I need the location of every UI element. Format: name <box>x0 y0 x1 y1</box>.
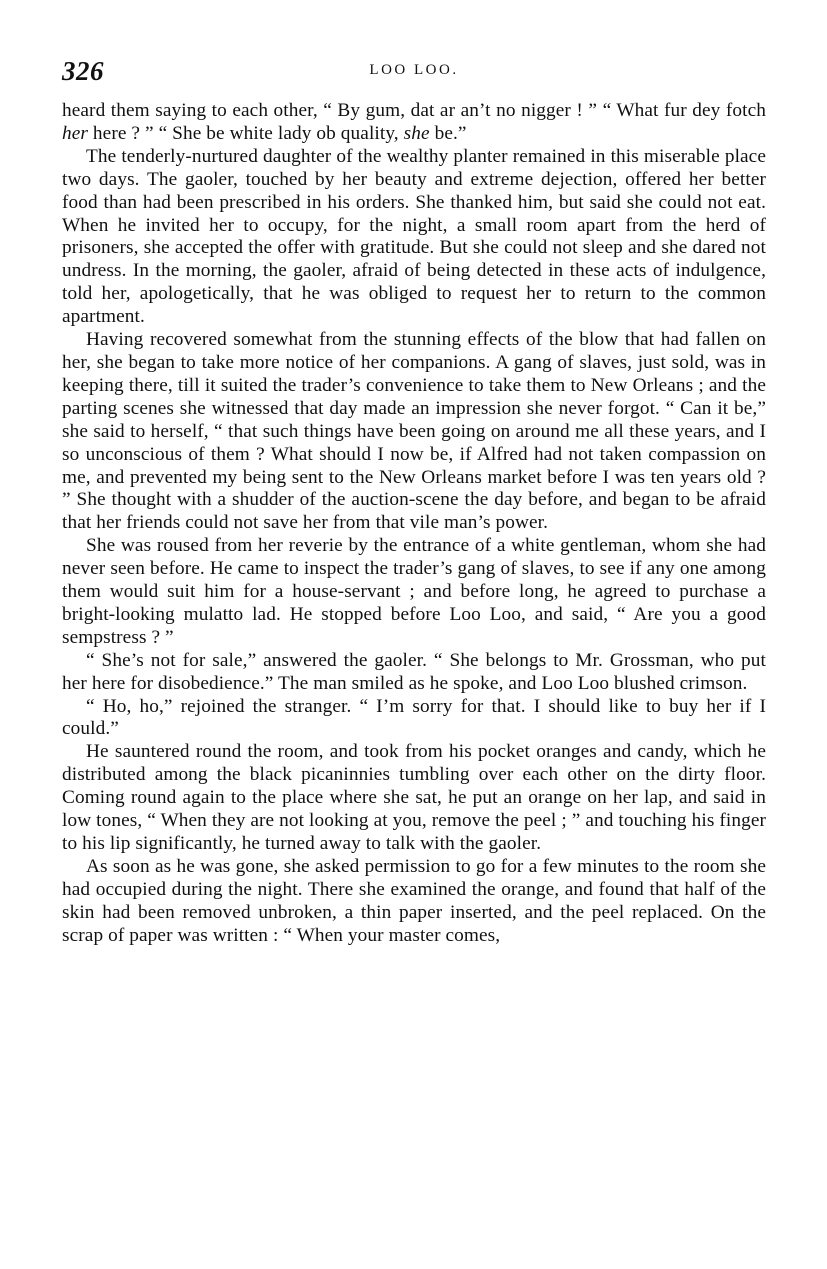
book-page <box>62 56 766 948</box>
running-title: LOO LOO. <box>369 62 459 78</box>
paragraph-5: “ She’s not for sale,” answered the gaoler. “ She belongs to Mr. Grossman, who put her here for disobedience.” The man smiled as he spoke, and Loo Loo blushed crimson. <box>62 649 766 694</box>
paragraph-3: Having recovered somewhat from the stunning effects of the blow that had fallen on her, she began to take more notice of her companions. A gang of slaves, just sold, was in keeping there, till it suited the trader’s convenience to take them to New Orleans ; and the parting scenes she witnessed that day made an impression she never forgot. “ Can it be,” she said to herself, “ that such things have been going on around me all these years, and I so unconscious of them ? What should I now be, if Alfred had not taken compassion on me, and prevented my being sent to the New Orleans market before I was ten years old ? ” She thought with a shudder of the auction-scene the day before, and began to be afraid that her friends could not save her from that vile man’s power. <box>62 329 766 534</box>
paragraph-1: heard them saying to each other, “ By gum, dat ar an’t no nigger ! ” “ What fur dey fotch her here ? ” “ She be white lady ob quality, she be.” <box>62 100 766 144</box>
paragraph-2: The tenderly-nurtured daughter of the wealthy planter remained in this miserable place two days. The gaoler, touched by her beauty and extreme dejection, offered her better food than had been prescribed in his orders. She thanked him, but said she could not eat. When he invited her to occupy, for the night, a small room apart from the herd of prisoners, she accepted the offer with gratitude. But she could not sleep and she dared not undress. In the morning, the gaoler, afraid of being detected in these acts of indulgence, told her, apologetically, that he was obliged to request her to return to the common apartment. <box>62 145 766 328</box>
paragraph-6: “ Ho, ho,” rejoined the stranger. “ I’m sorry for that. I should like to buy her if I could.” <box>62 695 766 740</box>
italic-word: her <box>62 122 89 144</box>
paragraph-4: She was roused from her reverie by the entrance of a white gentleman, whom she had never seen before. He came to inspect the trader’s gang of slaves, to see if any one among them would suit him for a house-servant ; and before long, he agreed to purchase a bright-looking mulatto lad. He stopped before Loo Loo, and said, “ Are you a good sempstress ? ” <box>62 535 766 648</box>
paragraph-8: As soon as he was gone, she asked permission to go for a few minutes to the room she had occupied during the night. There she examined the orange, and found that half of the skin had been removed unbroken, a thin paper inserted, and the peel replaced. On the scrap of paper was written : “ When your master comes, <box>62 855 766 946</box>
page-header <box>62 56 766 90</box>
paragraph-7: He sauntered round the room, and took from his pocket oranges and candy, which he distributed among the black picaninnies tumbling over each other on the dirty floor. Coming round again to the place where she sat, he put an orange on her lap, and said in low tones, “ When they are not looking at you, remove the peel ; ” and touching his finger to his lip significantly, he turned away to talk with the gaoler. <box>62 741 766 854</box>
italic-word: she <box>403 122 430 144</box>
page-number: 326 <box>62 56 104 86</box>
body-text <box>62 100 766 948</box>
